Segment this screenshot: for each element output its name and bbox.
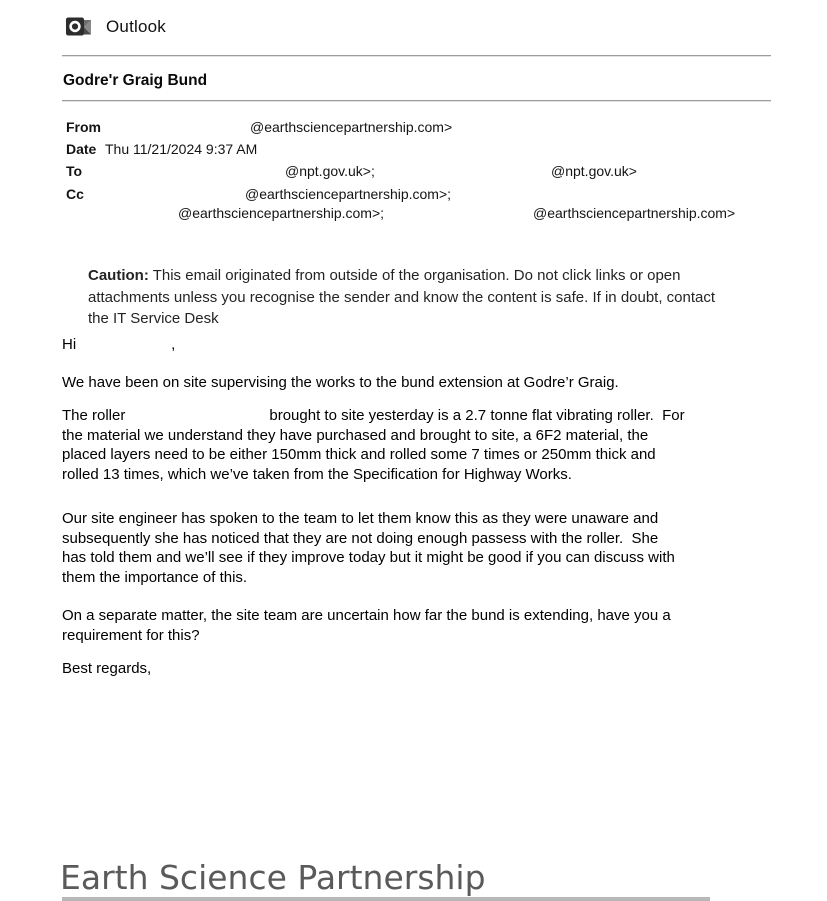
from-label: From — [66, 119, 101, 135]
caution-line-2: attachments unless you recognise the sender and know the content is safe. If in doubt, contact — [88, 288, 716, 306]
caution-line-1-text: This email originated from outside of the organisation. Do not click links or open — [148, 267, 681, 284]
paragraph-3-line-3: has told them and we’ll see if they improve today but it might be good if you can discuss with — [62, 549, 675, 567]
app-name: Outlook — [106, 17, 166, 36]
paragraph-2-line-1a: The roller — [62, 407, 126, 424]
divider-subject — [62, 100, 771, 102]
email-subject: Godre'r Graig Bund — [63, 72, 208, 89]
meta-row-date — [62, 141, 771, 159]
greeting-text — [62, 335, 175, 355]
divider-top — [62, 55, 771, 57]
paragraph-3-line-2: subsequently she has noticed that they are not doing enough passess with the roller. She — [62, 529, 659, 547]
meta-row-cc-overflow — [62, 205, 771, 223]
meta-row-cc — [62, 186, 771, 204]
paragraph-1 — [62, 373, 619, 393]
meta-row-to — [62, 163, 771, 181]
date-label: Date — [66, 141, 97, 157]
cc-address-3: @earthsciencepartnership.com> — [533, 205, 736, 221]
paragraph-2-line-1 — [62, 406, 685, 426]
paragraph-3-line-1: Our site engineer has spoken to the team to let them know this as they were unaware and — [62, 510, 659, 527]
cc-address-2: @earthsciencepartnership.com>; — [178, 205, 385, 221]
to-address-1: @npt.gov.uk>; — [285, 163, 375, 179]
paragraph-3-line-4: them the importance of this. — [62, 568, 248, 586]
greeting-comma: , — [171, 336, 176, 353]
caution-line-1 — [88, 265, 768, 287]
paragraph-1-line-1: We have been on site supervising the works to the bund extension at Godre’r Graig. — [62, 374, 619, 391]
paragraph-2-line-4: rolled 13 times, which we’ve taken from the Specification for Highway Works. — [62, 465, 572, 483]
caution-label: Caution: — [88, 267, 149, 284]
outlook-icon — [65, 13, 93, 41]
signoff-text: Best regards, — [62, 660, 152, 677]
paragraph-4 — [62, 606, 671, 645]
to-label: To — [66, 163, 83, 179]
greeting-line — [62, 335, 175, 355]
from-address: @earthsciencepartnership.com> — [250, 119, 453, 135]
signoff — [62, 659, 151, 679]
meta-row-from — [62, 119, 771, 137]
to-address-2: @npt.gov.uk> — [551, 163, 637, 179]
paragraph-3 — [62, 509, 675, 587]
paragraph-4-line-2: requirement for this? — [62, 626, 200, 644]
external-sender-caution — [88, 265, 768, 330]
cc-label: Cc — [66, 186, 84, 202]
paragraph-2-line-3: placed layers need to be either 150mm thick and rolled some 7 times or 250mm thick and — [62, 446, 656, 464]
paragraph-4-line-1: On a separate matter, the site team are uncertain how far the bund is extending, have you a — [62, 607, 671, 624]
paragraph-2 — [62, 406, 685, 484]
signature-company-logo: Earth Science Partnership — [60, 858, 486, 897]
greeting-hi: Hi — [62, 336, 77, 353]
cc-address-1: @earthsciencepartnership.com>; — [245, 186, 452, 202]
app-header — [65, 13, 166, 41]
date-value: Thu 11/21/2024 9:37 AM — [105, 141, 258, 157]
signature-tagline-cutoff — [62, 897, 710, 901]
paragraph-2-line-1b: brought to site yesterday is a 2.7 tonne flat vibrating roller. For — [269, 407, 685, 424]
paragraph-2-line-2: the material we understand they have purchased and brought to site, a 6F2 material, the — [62, 426, 649, 444]
caution-line-3: the IT Service Desk — [88, 310, 219, 328]
